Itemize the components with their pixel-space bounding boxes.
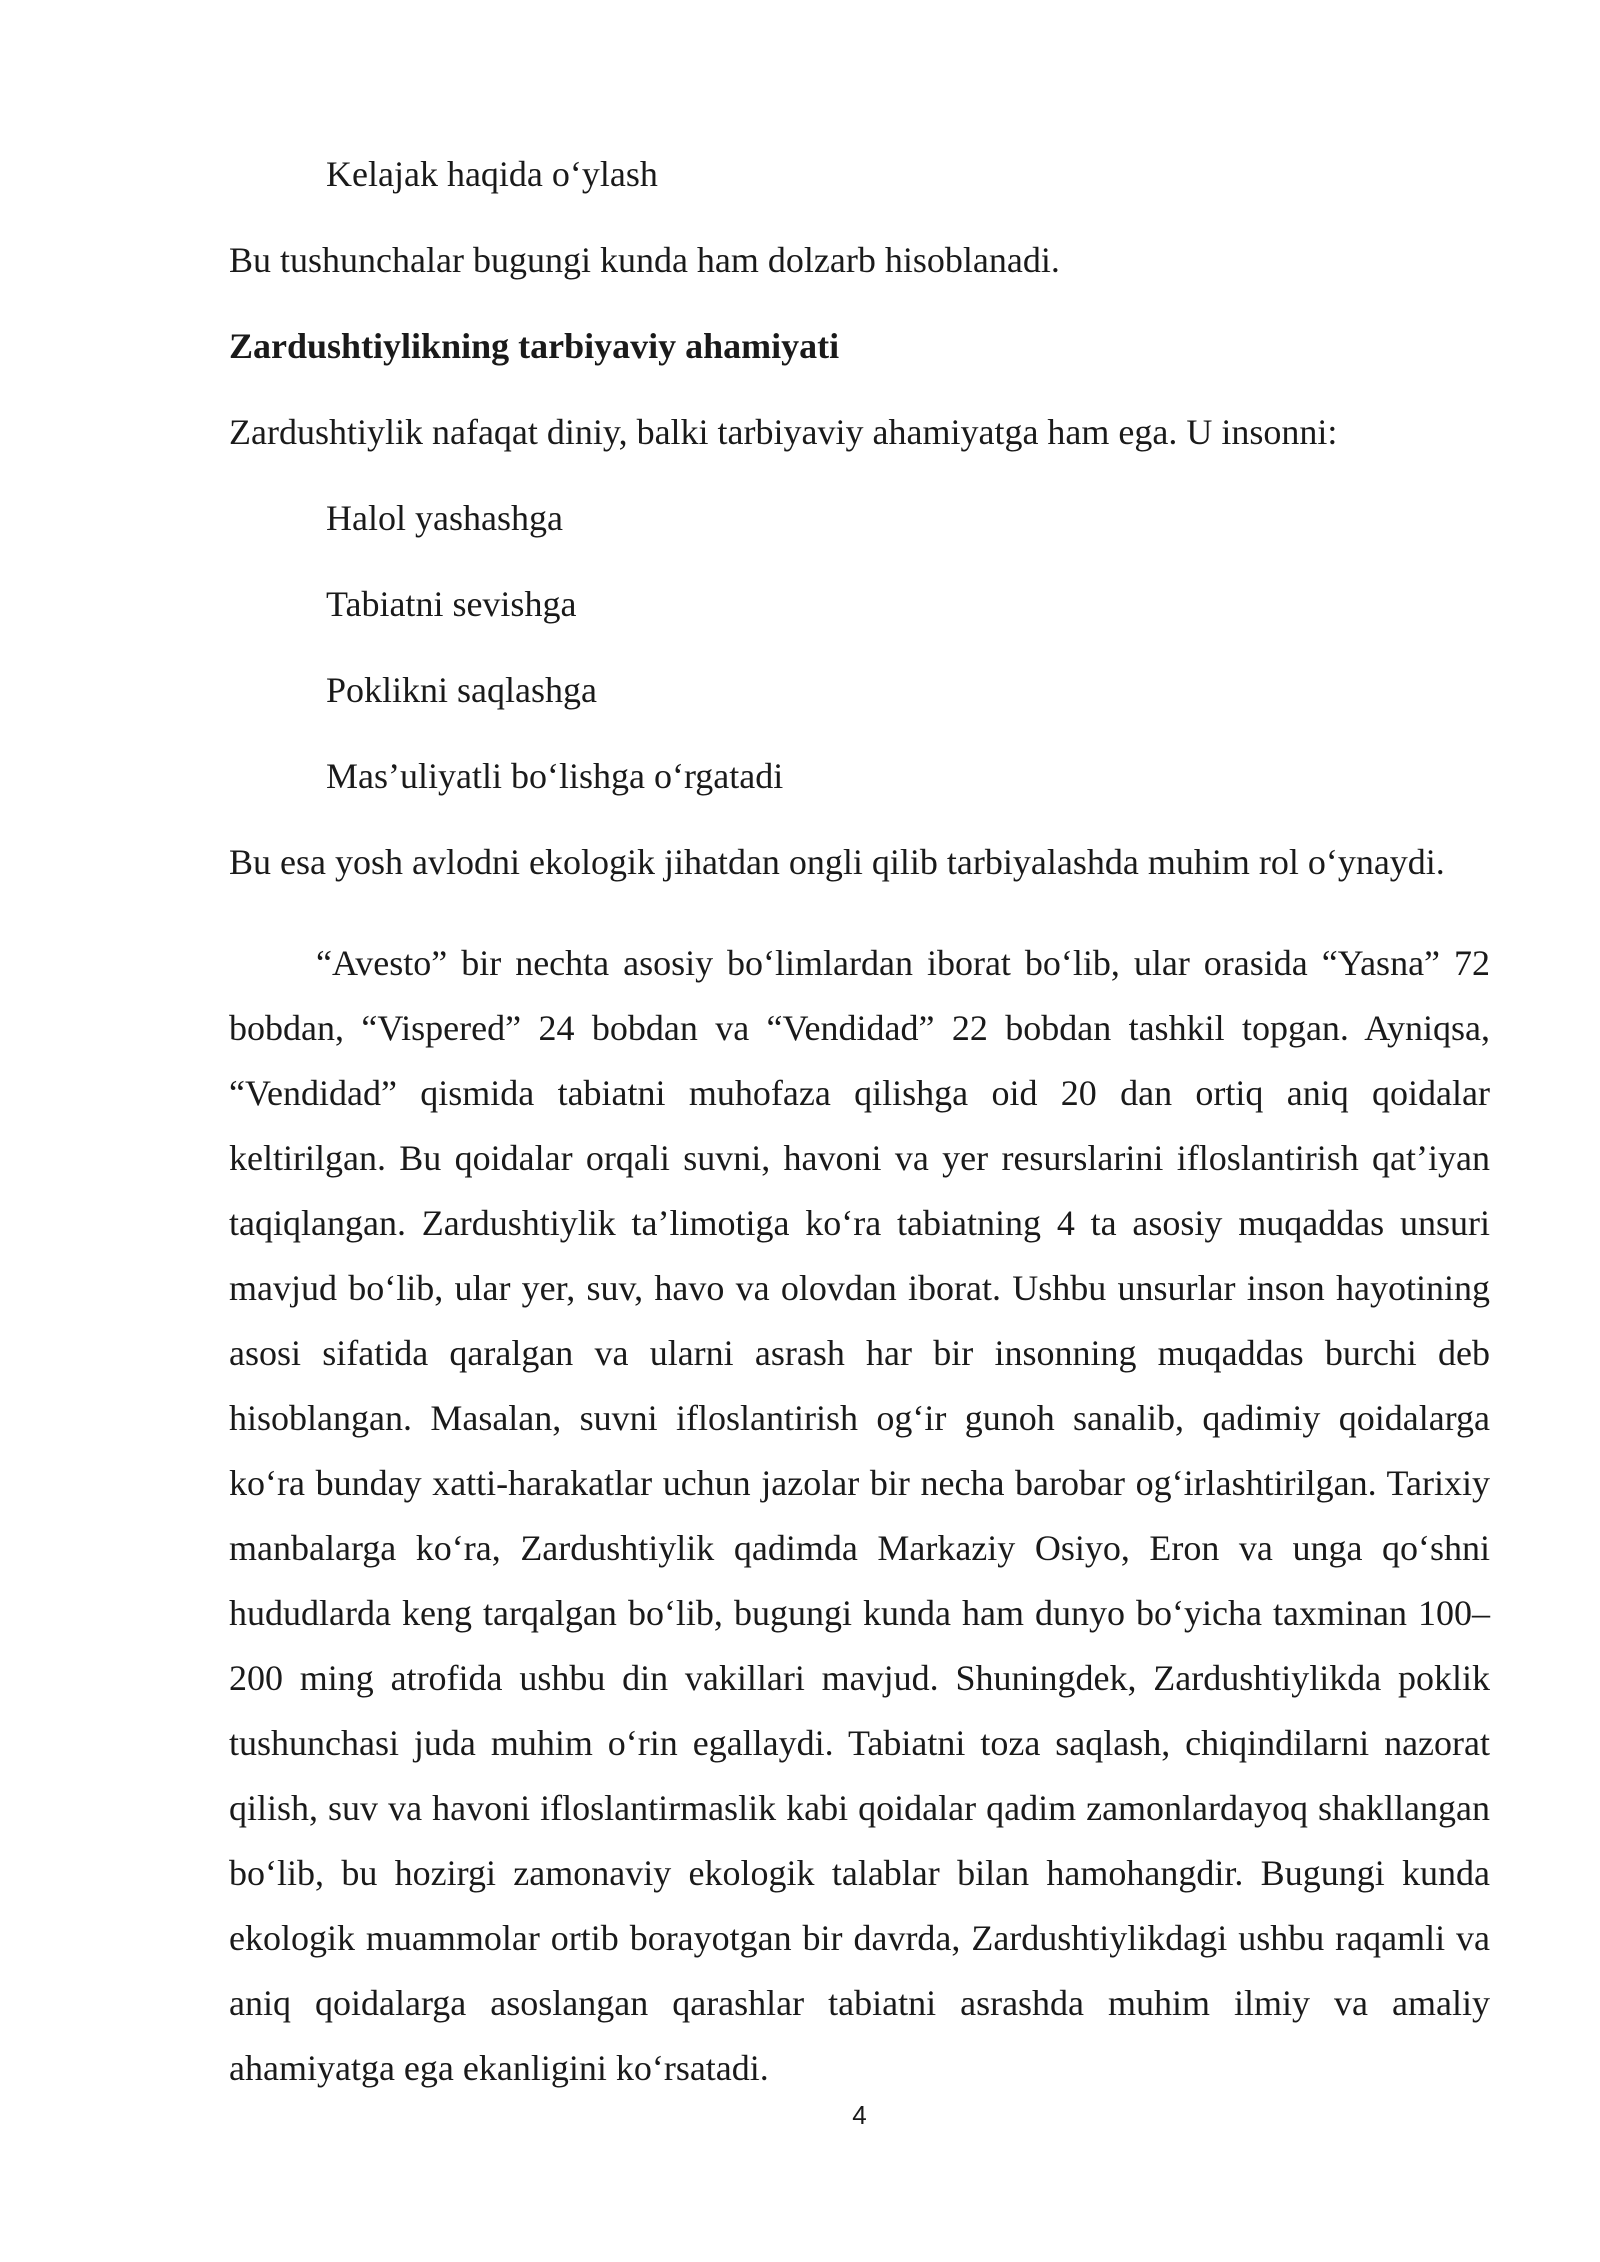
section-heading: Zardushtiylikning tarbiyaviy ahamiyati (229, 326, 840, 366)
avesto-paragraph: “Avesto” bir nechta asosiy bo‘limlardan iborat bo‘lib, ular orasida “Yasna” 72 bobdan, “Vispered” 24 bobdan va “Vendidad” 22 bobdan tashkil topgan. Ayniqsa, “Vendidad” qismida tabiatni muhofaza qilishga oid 20 dan ortiq aniq qoidalar keltirilgan. Bu qoidalar orqali suvni, havoni va yer resurslarini ifloslantirish qat’iyan taqiqlangan. Zardushtiylik ta’limotiga ko‘ra tabiatning 4 ta asosiy muqaddas unsuri mavjud bo‘lib, ular yer, suv, havo va olovdan iborat. Ushbu unsurlar inson hayotining asosi sifatida qaralgan va ularni asrash har bir insonning muqaddas burchi deb hisoblangan. Masalan, suvni ifloslantirish og‘ir gunoh sanalib, qadimiy qoidalarga ko‘ra bunday xatti-harakatlar uchun jazolar bir necha barobar og‘irlashtirilgan. Tarixiy manbalarga ko‘ra, Zardushtiylik qadimda Markaziy Osiyo, Eron va unga qo‘shni hududlarda keng tarqalgan bo‘lib, bugungi kunda ham dunyo bo‘yicha taxminan 100–200 ming atrofida ushbu din vakillari mavjud. Shuningdek, Zardushtiylikda poklik tushunchasi juda muhim o‘rin egallaydi. Tabiatni toza saqlash, chiqindilarni nazorat qilish, suv va havoni ifloslantirmaslik kabi qoidalar qadim zamonlardayoq shakllangan bo‘lib, bu hozirgi zamonaviy ekologik talablar bilan hamohangdir. Bugungi kunda ekologik muammolar ortib borayotgan bir davrda, Zardushtiylikdagi ushbu raqamli va aniq qoidalarga asoslangan qarashlar tabiatni asrashda muhim ilmiy va amaliy ahamiyatga ega ekanligini ko‘rsatadi. (229, 943, 1490, 2088)
intro-sentence: Zardushtiylik nafaqat diniy, balki tarbiyaviy ahamiyatga ham ega. U insonni: (229, 412, 1338, 452)
relevance-sentence: Bu tushunchalar bugungi kunda ham dolzarb hisoblanadi. (229, 240, 1060, 280)
list-item: Halol yashashga (326, 498, 563, 538)
list-item: Tabiatni sevishga (326, 584, 577, 624)
list-item: Poklikni saqlashga (326, 670, 597, 710)
list-item-future: Kelajak haqida o‘ylash (326, 154, 658, 194)
page-number: 4 (852, 2100, 867, 2130)
list-item: Mas’uliyatli bo‘lishga o‘rgatadi (326, 756, 784, 796)
youth-sentence: Bu esa yosh avlodni ekologik jihatdan ongli qilib tarbiyalashda muhim rol o‘ynaydi. (229, 842, 1445, 882)
